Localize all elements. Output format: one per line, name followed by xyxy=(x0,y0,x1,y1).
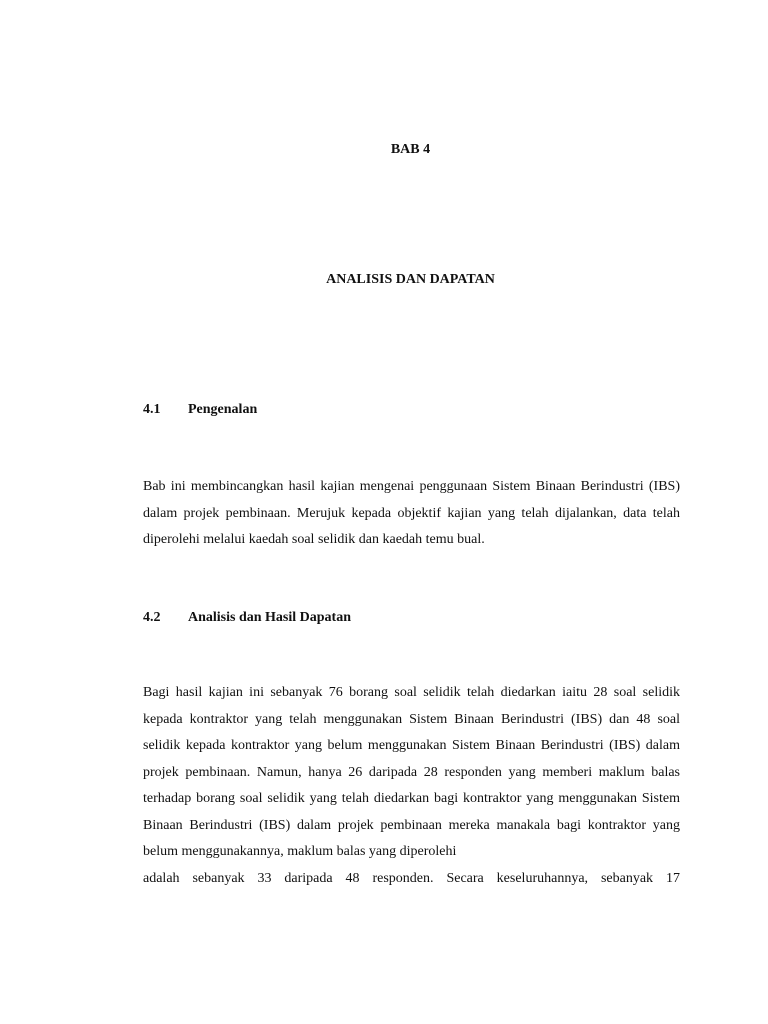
section-title: Analisis dan Hasil Dapatan xyxy=(188,610,351,625)
section-heading-4-1 xyxy=(143,402,257,418)
section-title: Pengenalan xyxy=(188,402,258,417)
section-4-1-paragraph: Bab ini membincangkan hasil kajian mengenai penggunaan Sistem Binaan Berindustri (IBS) dalam projek pembinaan. Merujuk kepada objektif kajian yang telah dijalankan, data telah diperolehi melalui kaedah soal selidik dan kaedah temu bual. xyxy=(143,479,680,547)
chapter-title: ANALISIS DAN DAPATAN xyxy=(326,272,495,287)
section-4-2-paragraph xyxy=(143,680,680,892)
section-number: 4.1 xyxy=(143,402,161,417)
section-number: 4.2 xyxy=(143,610,161,625)
paragraph-last-line: adalah sebanyak 33 daripada 48 responden. Secara keseluruhannya, sebanyak 17 xyxy=(143,870,680,886)
chapter-number: BAB 4 xyxy=(390,142,431,157)
section-heading-4-2 xyxy=(143,610,351,626)
paragraph-body: Bagi hasil kajian ini sebanyak 76 borang soal selidik telah diedarkan iaitu 28 soal selidik kepada kontraktor yang telah menggunakan Sistem Binaan Berindustri (IBS) dan 48 soal selidik kepada kontraktor yang belum menggunakan Sistem Binaan Berindustri (IBS) dalam projek pembinaan. Namun, hanya 26 daripada 28 responden yang memberi maklum balas terhadap borang soal selidik yang telah diedarkan bagi kontraktor yang menggunakan Sistem Binaan Berindustri (IBS) dalam projek pembinaan mereka manakala bagi kontraktor yang belum menggunakannya, maklum balas yang diperolehi xyxy=(143,685,680,859)
